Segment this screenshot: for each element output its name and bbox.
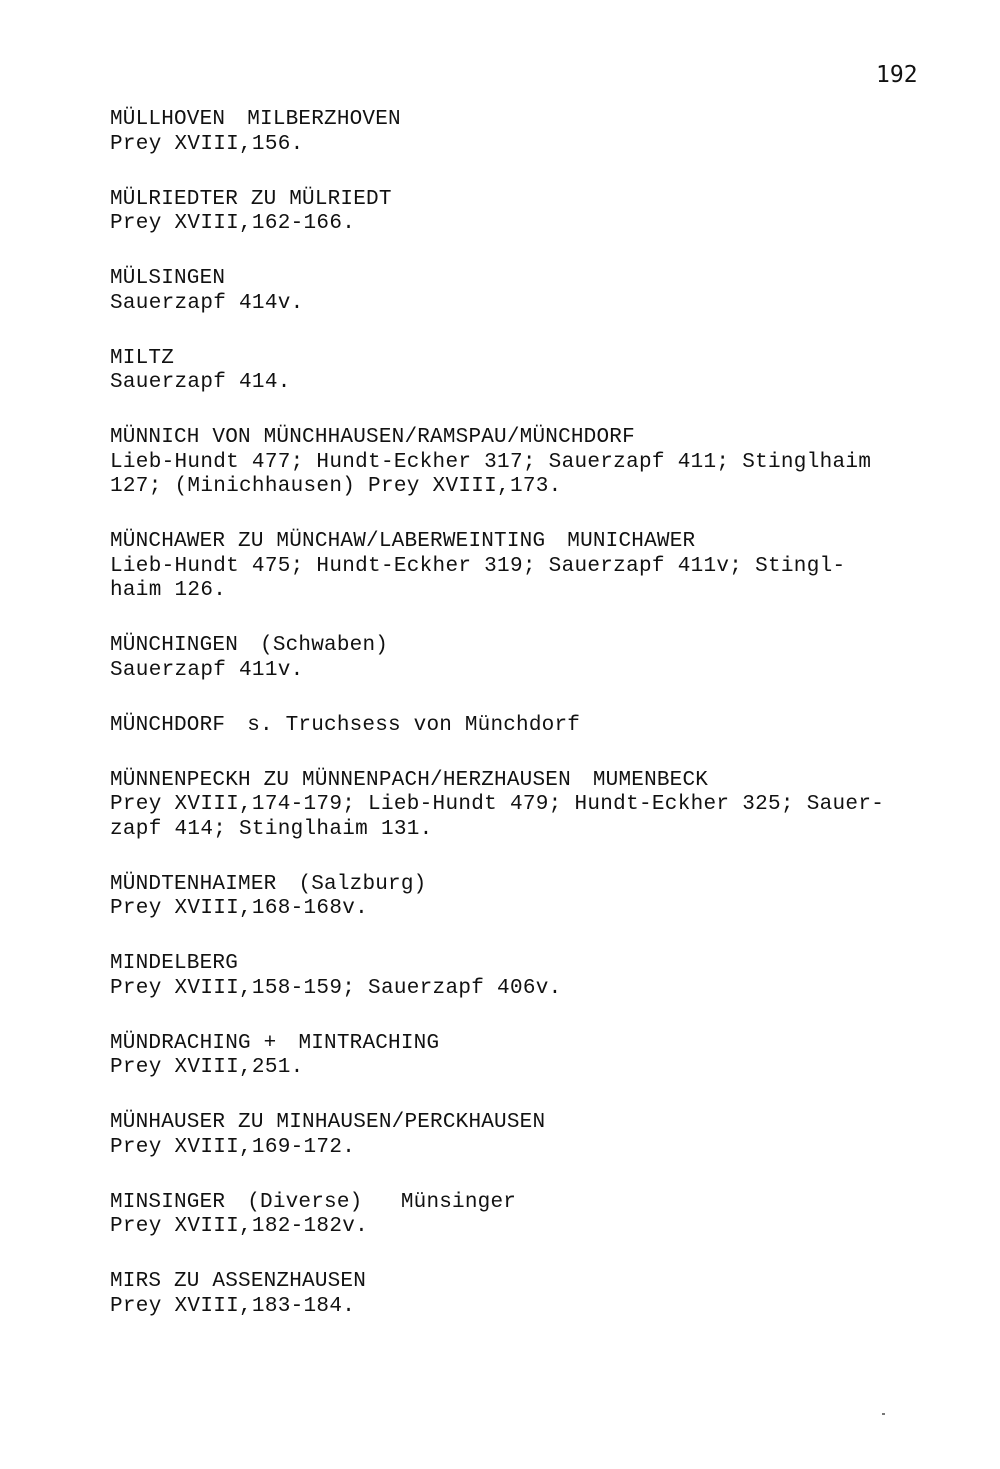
entry-reference-line: Prey XVIII,162-166.: [110, 212, 356, 235]
entry-variant: MUMENBECK: [592, 768, 709, 792]
entry-reference-line: Prey XVIII,251.: [110, 1056, 304, 1079]
entry-heading-line: [110, 1032, 950, 1057]
entry-heading-line: [110, 108, 950, 133]
entry-variant: (Diverse) Münsinger: [247, 1190, 517, 1214]
entry-heading: MÜNCHAWER ZU MÜNCHAW/LABERWEINTING: [110, 530, 546, 553]
entry-heading: MILTZ: [110, 346, 175, 370]
entry-heading-line: [110, 426, 950, 451]
index-entry: [110, 426, 950, 500]
index-entry: [110, 714, 950, 739]
index-entry: [110, 530, 950, 604]
entry-reference-line: Prey XVIII,183-184.: [110, 1294, 356, 1318]
entry-variant: s. Truchsess von Münchdorf: [247, 713, 581, 737]
entry-heading: MÜNDTENHAIMER: [110, 872, 277, 896]
entry-heading-line: [110, 1191, 950, 1216]
entry-reference-line: Sauerzapf 414v.: [110, 291, 304, 315]
entry-list: [110, 108, 950, 1350]
entry-heading: MÜNNENPECKH ZU MÜNNENPACH/HERZHAUSEN: [110, 768, 571, 792]
index-entry: [110, 769, 950, 843]
index-entry: [110, 267, 950, 316]
entry-heading: MÜLSINGEN: [110, 267, 226, 290]
entry-heading: MÜNHAUSER ZU MINHAUSEN/PERCKHAUSEN: [110, 1111, 546, 1134]
entry-heading-line: [110, 530, 950, 555]
entry-reference-line: Prey XVIII,168-168v.: [110, 897, 369, 920]
scan-speck: [882, 1413, 885, 1415]
entry-variant: MUNICHAWER: [567, 530, 696, 553]
entry-heading: MÜLRIEDTER ZU MÜLRIEDT: [110, 187, 392, 211]
entry-reference-line: Prey XVIII,174-179; Lieb-Hundt 479; Hundt-Eckher 325; Sauer-: [110, 793, 885, 816]
entry-heading-line: [110, 1270, 950, 1295]
entry-reference-line: Sauerzapf 414.: [110, 371, 291, 394]
entry-heading: MÜNCHINGEN: [110, 634, 239, 657]
entry-reference-line: Lieb-Hundt 477; Hundt-Eckher 317; Sauerzapf 411; Stinglhaim: [110, 450, 872, 474]
index-entry: [110, 1111, 950, 1160]
entry-reference-line: haim 126.: [110, 579, 227, 602]
index-entry: [110, 952, 950, 1001]
index-entry: [110, 873, 950, 922]
entry-reference-line: Prey XVIII,182-182v.: [110, 1215, 369, 1238]
entry-reference-line: Prey XVIII,156.: [110, 132, 304, 156]
entry-heading: MÜNDRACHING +: [110, 1031, 277, 1055]
entry-heading-line: [110, 714, 950, 739]
entry-reference-line: Prey XVIII,158-159; Sauerzapf 406v.: [110, 976, 562, 1000]
entry-heading: MÜNCHDORF: [110, 713, 226, 737]
entry-reference-line: 127; (Minichhausen) Prey XVIII,173.: [110, 475, 562, 498]
index-entry: [110, 347, 950, 396]
index-entry: [110, 1032, 950, 1081]
entry-heading: MINSINGER: [110, 1190, 226, 1214]
entry-reference-line: Prey XVIII,169-172.: [110, 1135, 356, 1159]
page-number: 192: [876, 62, 918, 88]
index-entry: [110, 1191, 950, 1240]
entry-heading-line: [110, 1111, 950, 1136]
entry-reference-line: Lieb-Hundt 475; Hundt-Eckher 319; Sauerzapf 411v; Stingl-: [110, 554, 846, 578]
index-entry: [110, 1270, 950, 1319]
entry-reference-line: zapf 414; Stinglhaim 131.: [110, 817, 433, 841]
entry-heading-line: [110, 769, 950, 794]
index-entry: [110, 188, 950, 237]
entry-variant: MINTRACHING: [298, 1031, 440, 1055]
entry-heading: MINDELBERG: [110, 952, 239, 975]
entry-heading-line: [110, 267, 950, 292]
entry-heading-line: [110, 952, 950, 977]
index-entry: [110, 634, 950, 683]
entry-heading-line: [110, 873, 950, 898]
entry-variant: MILBERZHOVEN: [247, 108, 401, 131]
entry-variant: (Salzburg): [298, 872, 427, 896]
entry-heading: MÜLLHOVEN: [110, 108, 226, 131]
entry-heading: MIRS ZU ASSENZHAUSEN: [110, 1270, 367, 1293]
entry-heading-line: [110, 634, 950, 659]
entry-heading-line: [110, 347, 950, 372]
index-entry: [110, 108, 950, 157]
entry-variant: (Schwaben): [260, 634, 389, 657]
entry-heading-line: [110, 188, 950, 213]
entry-reference-line: Sauerzapf 411v.: [110, 658, 304, 682]
entry-heading: MÜNNICH VON MÜNCHHAUSEN/RAMSPAU/MÜNCHDORF: [110, 426, 635, 449]
